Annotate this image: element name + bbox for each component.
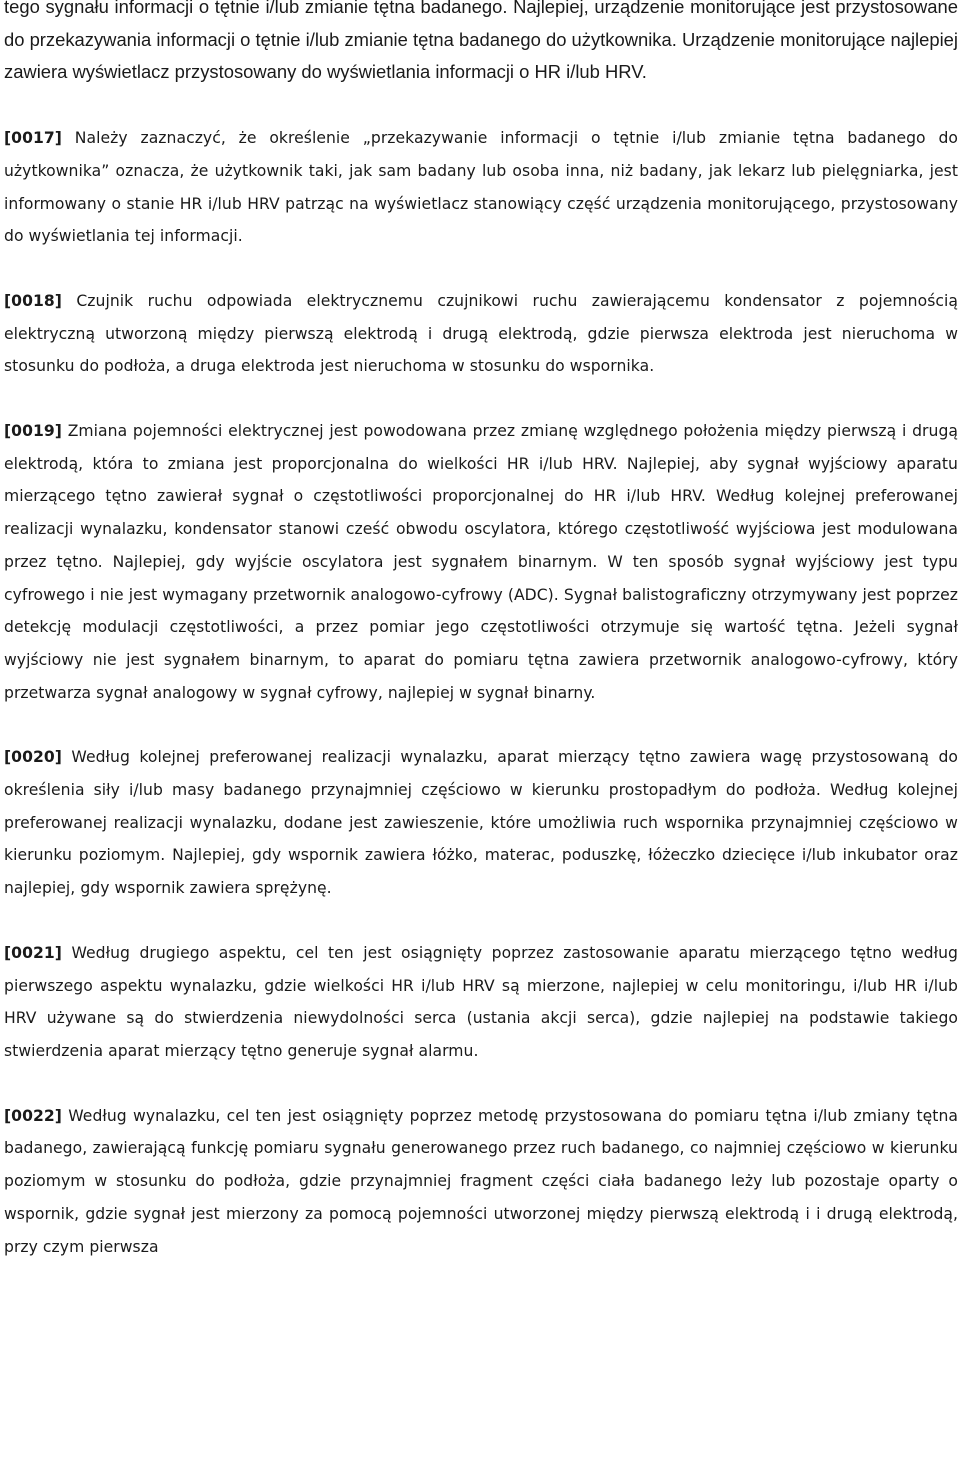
paragraph-0022 [4,1100,958,1264]
paragraph-text: Zmiana pojemności elektrycznej jest powodowana przez zmianę względnego położenia między pierwszą i drugą elektrodą, która to zmiana jest proporcjonalna do wielkości HR i/lub HRV. Najlepiej, aby sygnał wyjściowy aparatu mierzącego tętno zawierał sygnał o częstotliwości proporcjonalnej do HR i/lub HRV. Według kolejnej preferowanej realizacji wynalazku, kondensator stanowi cześć obwodu oscylatora, którego częstotliwość wyjściowa jest modulowana przez tętno. Najlepiej, gdy wyjście oscylatora jest sygnałem binarnym. W ten sposób sygnał wyjściowy jest typu cyfrowego i nie jest wymagany przetwornik analogowo-cyfrowy (ADC). Sygnał balistograficzny otrzymywany jest poprzez detekcję modulacji częstotliwości, a przez pomiar jego częstotliwości otrzymuje się wartość tętna. Jeżeli sygnał wyjściowy nie jest sygnałem binarnym, to aparat do pomiaru tętna zawiera przetwornik analogowo-cyfrowy, który przetwarza sygnał analogowy w sygnał cyfrowy, najlepiej w sygnał binarny. [4,422,958,702]
paragraph-number: [0018] [4,291,62,310]
paragraph-number: [0017] [4,129,62,148]
paragraph-text: Należy zaznaczyć, że określenie „przekazywanie informacji o tętnie i/lub zmianie tętna badanego do użytkownika” oznacza, że użytkownik taki, jak sam badany lub osoba inna, niż badany, jak lekarz lub pielęgniarka, jest informowany o stanie HR i/lub HRV patrząc na wyświetlacz stanowiący część urządzenia monitorującego, przystosowany do wyświetlania tej informacji. [4,129,958,246]
paragraph-0019 [4,415,958,709]
document-page [4,0,958,1263]
paragraph-number: [0019] [4,422,62,441]
paragraph-0020 [4,741,958,905]
paragraph-0021 [4,937,958,1068]
paragraph-number: [0021] [4,943,62,962]
paragraph-0017 [4,122,958,253]
paragraph-text: Według wynalazku, cel ten jest osiągnięty poprzez metodę przystosowana do pomiaru tętna i/lub zmiany tętna badanego, zawierającą funkcję pomiaru sygnału generowanego przez ruch badanego, co najmniej częściowo w kierunku poziomym w stosunku do podłoża, gdzie przynajmniej fragment części ciała badanego leży lub pozostaje oparty o wspornik, gdzie sygnał jest mierzony za pomocą pojemności utworzonej między pierwszą elektrodą i i drugą elektrodą, przy czym pierwsza [4,1106,958,1256]
paragraph-0018 [4,285,958,383]
paragraph-text: Według drugiego aspektu, cel ten jest osiągnięty poprzez zastosowanie aparatu mierzącego tętno według pierwszego aspektu wynalazku, gdzie wielkości HR i/lub HRV są mierzone, najlepiej w celu monitoringu, i/lub HR i/lub HRV używane są do stwierdzenia niewydolności serca (ustania akcji serca), gdzie najlepiej na podstawie takiego stwierdzenia aparat mierzący tętno generuje sygnał alarmu. [4,943,958,1060]
paragraph-number: [0020] [4,748,62,767]
paragraph-text: Czujnik ruchu odpowiada elektrycznemu czujnikowi ruchu zawierającemu kondensator z pojemnością elektryczną utworzoną między pierwszą elektrodą i drugą elektrodą, gdzie pierwsza elektroda jest nieruchoma w stosunku do podłoża, a druga elektroda jest nieruchoma w stosunku do wspornika. [4,291,958,376]
paragraph-text: Według kolejnej preferowanej realizacji wynalazku, aparat mierzący tętno zawiera wagę przystosowaną do określenia siły i/lub masy badanego przynajmniej częściowo w kierunku prostopadłym do podłoża. Według kolejnej preferowanej realizacji wynalazku, dodane jest zawieszenie, które umożliwia ruch wspornika przynajmniej częściowo w kierunku poziomym. Najlepiej, gdy wspornik zawiera łóżko, materac, poduszkę, łóżeczko dziecięce i/lub inkubator oraz najlepiej, gdy wspornik zawiera sprężynę. [4,748,958,898]
intro-paragraph: tego sygnału informacji o tętnie i/lub zmianie tętna badanego. Najlepiej, urządzenie monitorujące jest przystosowane do przekazywania informacji o tętnie i/lub zmianie tętna badanego do użytkownika. Urządzenie monitorujące najlepiej zawiera wyświetlacz przystosowany do wyświetlania informacji o HR i/lub HRV. [4,0,958,83]
paragraph-number: [0022] [4,1106,62,1125]
